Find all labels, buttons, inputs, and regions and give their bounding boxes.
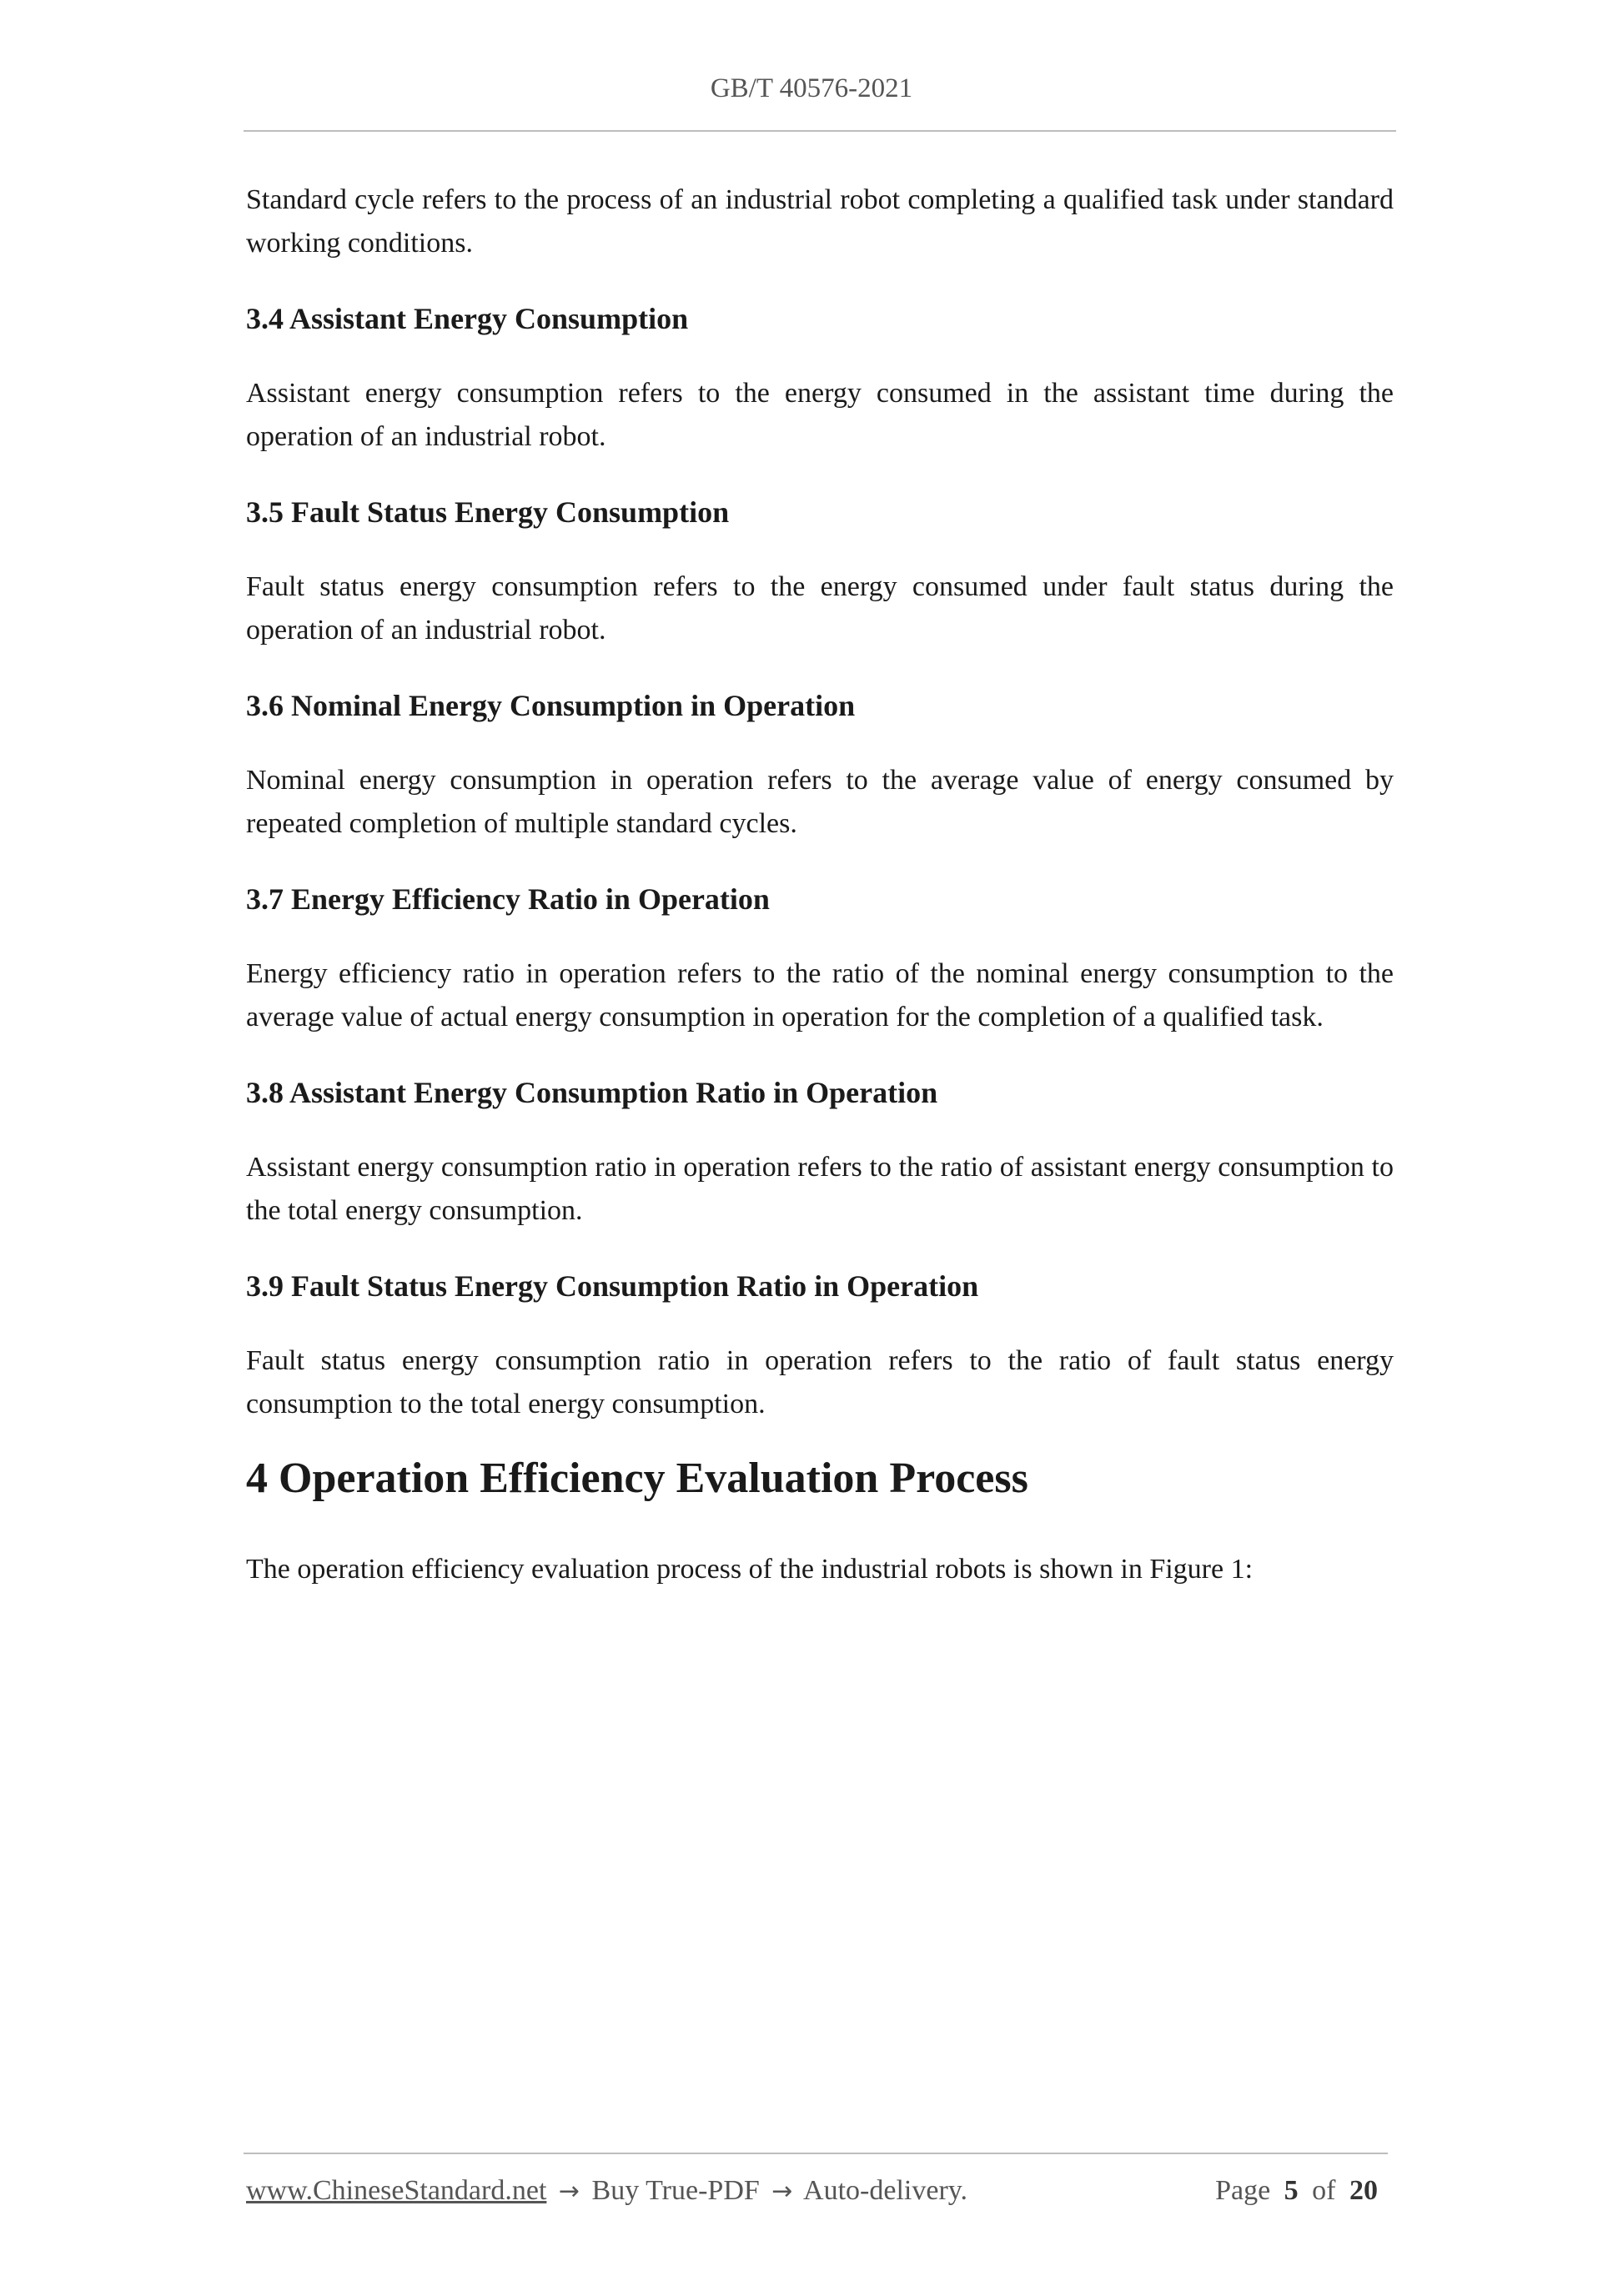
footer-divider — [244, 2153, 1388, 2154]
buy-text: Buy True-PDF — [591, 2175, 760, 2206]
total-pages: 20 — [1349, 2175, 1378, 2206]
section-text-3-4: Assistant energy consumption refers to the energy consumed in the assistant time during the operation of an industrial robot. — [246, 378, 1394, 452]
page-label: Page — [1215, 2175, 1271, 2206]
current-page: 5 — [1284, 2175, 1299, 2206]
delivery-text: Auto-delivery. — [803, 2175, 968, 2206]
page-number — [1215, 2175, 1384, 2207]
section-text-3-9: Fault status energy consumption ratio in operation refers to the ratio of fault status energy consumption to the total energy consumption. — [246, 1345, 1394, 1419]
section-text-3-7: Energy efficiency ratio in operation refers to the ratio of the nominal energy consumption to the average value of actual energy consumption in operation for the completion of a qualified task. — [246, 958, 1394, 1032]
document-header-title: GB/T 40576-2021 — [710, 73, 913, 103]
section-text-3-8: Assistant energy consumption ratio in operation refers to the ratio of assistant energy consumption to the total energy consumption. — [246, 1152, 1394, 1226]
document-body — [246, 178, 1394, 1591]
arrow-right-icon: → — [558, 2177, 580, 2206]
section-heading-3-7: 3.7 Energy Efficiency Ratio in Operation — [246, 882, 770, 916]
section-heading-3-9: 3.9 Fault Status Energy Consumption Ratio in Operation — [246, 1269, 979, 1303]
chapter-heading-4: 4 Operation Efficiency Evaluation Process — [246, 1454, 1028, 1502]
of-label: of — [1312, 2175, 1336, 2206]
section-heading-3-8: 3.8 Assistant Energy Consumption Ratio in Operation — [246, 1076, 938, 1109]
header-divider — [244, 130, 1396, 132]
site-link[interactable]: www.ChineseStandard.net — [246, 2175, 547, 2206]
section-heading-3-4: 3.4 Assistant Energy Consumption — [246, 302, 689, 335]
section-heading-3-5: 3.5 Fault Status Energy Consumption — [246, 495, 730, 529]
section-text-3-6: Nominal energy consumption in operation refers to the average value of energy consumed by repeated completion of multiple standard cycles. — [246, 765, 1394, 839]
chapter-text-4: The operation efficiency evaluation process of the industrial robots is shown in Figure 1: — [246, 1554, 1254, 1585]
intro-paragraph: Standard cycle refers to the process of an industrial robot completing a qualified task under standard working conditions. — [246, 184, 1394, 259]
section-heading-3-6: 3.6 Nominal Energy Consumption in Operation — [246, 689, 856, 722]
arrow-right-icon: → — [771, 2177, 793, 2206]
section-text-3-5: Fault status energy consumption refers to the energy consumed under fault status during the operation of an industrial robot. — [246, 571, 1394, 646]
footer-promo — [246, 2175, 967, 2207]
